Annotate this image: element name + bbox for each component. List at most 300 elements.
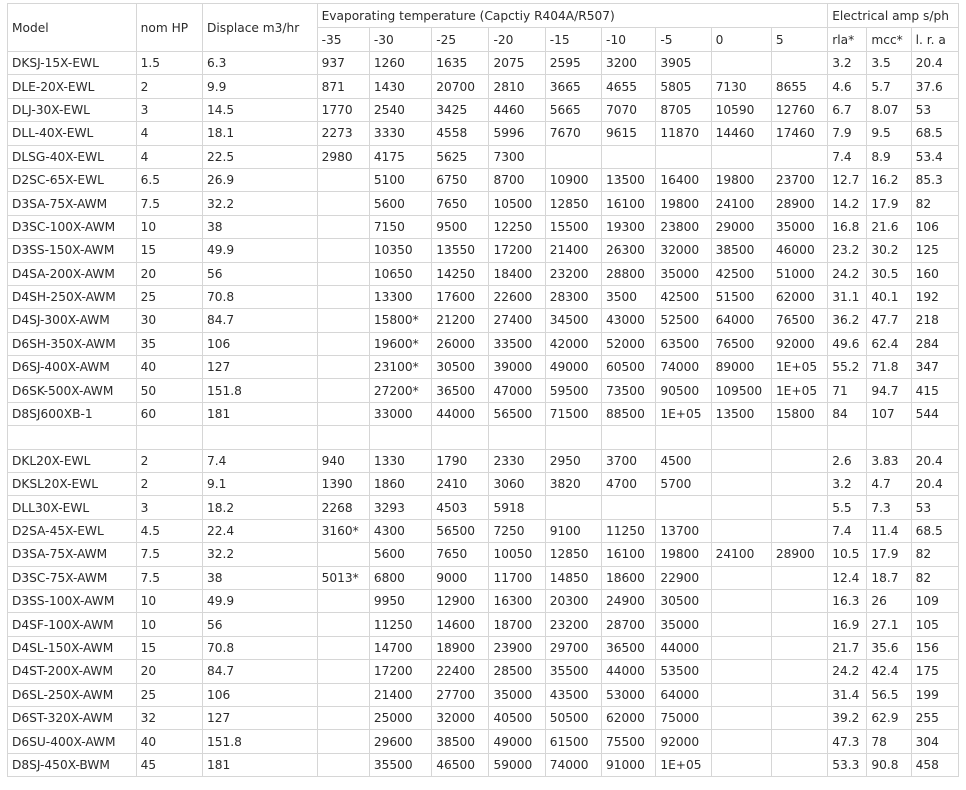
cell-temp-5 — [771, 449, 827, 472]
cell-nom-hp: 6.5 — [136, 168, 202, 191]
cell-nom-hp — [136, 426, 202, 449]
table-row — [8, 402, 959, 425]
cell-rla: 7.4 — [828, 519, 867, 542]
header-temp: 0 — [711, 28, 771, 52]
cell-temp-minus25: 3425 — [432, 98, 489, 121]
cell-nom-hp: 10 — [136, 589, 202, 612]
cell-mcc: 30.5 — [867, 262, 911, 285]
cell-model: DKL20X-EWL — [8, 449, 137, 472]
cell-temp-minus25: 9500 — [432, 215, 489, 238]
cell-temp-minus15: 5665 — [545, 98, 601, 121]
cell-mcc — [867, 426, 911, 449]
cell-rla: 16.3 — [828, 589, 867, 612]
cell-temp-0: 42500 — [711, 262, 771, 285]
cell-temp-minus10: 3700 — [602, 449, 656, 472]
cell-temp-minus35: 2273 — [317, 122, 369, 145]
cell-temp-0: 64000 — [711, 309, 771, 332]
cell-lra: 82 — [911, 566, 958, 589]
header-evaporating-temperature: Evaporating temperature (Capctiy R404A/R507) — [317, 4, 828, 28]
cell-temp-minus10: 91000 — [602, 753, 656, 776]
cell-temp-minus20: 49000 — [489, 730, 545, 753]
cell-temp-minus15: 12850 — [545, 192, 601, 215]
cell-lra — [911, 426, 958, 449]
cell-nom-hp: 2 — [136, 473, 202, 496]
header-row-1 — [8, 4, 959, 28]
cell-nom-hp: 20 — [136, 262, 202, 285]
cell-temp-minus35: 2980 — [317, 145, 369, 168]
cell-temp-minus20: 4460 — [489, 98, 545, 121]
cell-temp-minus35 — [317, 730, 369, 753]
cell-temp-minus35 — [317, 402, 369, 425]
cell-temp-minus20: 3060 — [489, 473, 545, 496]
cell-temp-minus35: 5013* — [317, 566, 369, 589]
cell-rla: 47.3 — [828, 730, 867, 753]
header-temp: -10 — [602, 28, 656, 52]
cell-temp-minus5: 90500 — [656, 379, 711, 402]
cell-displace: 9.1 — [203, 473, 318, 496]
cell-temp-minus20: 28500 — [489, 660, 545, 683]
cell-temp-minus10: 7070 — [602, 98, 656, 121]
cell-temp-minus35 — [317, 332, 369, 355]
cell-temp-minus10: 16100 — [602, 192, 656, 215]
cell-temp-0 — [711, 660, 771, 683]
cell-nom-hp: 50 — [136, 379, 202, 402]
cell-temp-0 — [711, 566, 771, 589]
cell-temp-5 — [771, 589, 827, 612]
cell-mcc: 8.07 — [867, 98, 911, 121]
cell-lra: 125 — [911, 239, 958, 262]
cell-temp-minus35 — [317, 356, 369, 379]
cell-lra: 284 — [911, 332, 958, 355]
cell-temp-minus5: 23800 — [656, 215, 711, 238]
cell-temp-minus30: 21400 — [369, 683, 431, 706]
cell-temp-minus30: 35500 — [369, 753, 431, 776]
cell-lra: 192 — [911, 285, 958, 308]
cell-mcc: 71.8 — [867, 356, 911, 379]
table-row — [8, 636, 959, 659]
cell-temp-0 — [711, 449, 771, 472]
cell-temp-minus10: 13500 — [602, 168, 656, 191]
cell-temp-minus20: 18700 — [489, 613, 545, 636]
header-temp: -20 — [489, 28, 545, 52]
cell-temp-minus5: 32000 — [656, 239, 711, 262]
cell-temp-minus30: 23100* — [369, 356, 431, 379]
cell-model: D4SA-200X-AWM — [8, 262, 137, 285]
cell-temp-minus30: 3293 — [369, 496, 431, 519]
cell-nom-hp: 4 — [136, 122, 202, 145]
cell-temp-minus15: 23200 — [545, 262, 601, 285]
cell-temp-minus10: 19300 — [602, 215, 656, 238]
cell-mcc: 8.9 — [867, 145, 911, 168]
cell-lra: 458 — [911, 753, 958, 776]
cell-mcc: 90.8 — [867, 753, 911, 776]
table-row — [8, 356, 959, 379]
cell-temp-minus5: 75000 — [656, 706, 711, 729]
cell-temp-0: 89000 — [711, 356, 771, 379]
cell-model: D3SC-75X-AWM — [8, 566, 137, 589]
cell-nom-hp: 1.5 — [136, 52, 202, 75]
table-row — [8, 449, 959, 472]
cell-mcc: 3.83 — [867, 449, 911, 472]
cell-model: D6SJ-400X-AWM — [8, 356, 137, 379]
cell-temp-5 — [771, 730, 827, 753]
cell-temp-minus30: 5600 — [369, 543, 431, 566]
cell-temp-minus15: 14850 — [545, 566, 601, 589]
cell-temp-minus15: 2950 — [545, 449, 601, 472]
cell-temp-5: 62000 — [771, 285, 827, 308]
cell-model: DLL30X-EWL — [8, 496, 137, 519]
cell-rla: 2.6 — [828, 449, 867, 472]
cell-temp-minus5: 44000 — [656, 636, 711, 659]
table-row — [8, 496, 959, 519]
cell-temp-minus5: 63500 — [656, 332, 711, 355]
cell-temp-minus20: 11700 — [489, 566, 545, 589]
cell-rla: 16.8 — [828, 215, 867, 238]
cell-temp-5: 28900 — [771, 192, 827, 215]
cell-temp-minus30 — [369, 426, 431, 449]
cell-model: D4SL-150X-AWM — [8, 636, 137, 659]
cell-temp-minus30: 3330 — [369, 122, 431, 145]
cell-temp-0: 51500 — [711, 285, 771, 308]
cell-temp-minus35: 1770 — [317, 98, 369, 121]
cell-nom-hp: 25 — [136, 683, 202, 706]
cell-displace: 18.2 — [203, 496, 318, 519]
cell-temp-minus15: 43500 — [545, 683, 601, 706]
cell-displace: 106 — [203, 683, 318, 706]
cell-temp-minus5: 42500 — [656, 285, 711, 308]
cell-mcc: 5.7 — [867, 75, 911, 98]
cell-displace: 56 — [203, 262, 318, 285]
cell-temp-5 — [771, 519, 827, 542]
cell-temp-minus35 — [317, 192, 369, 215]
cell-model: DLL-40X-EWL — [8, 122, 137, 145]
cell-temp-minus20: 16300 — [489, 589, 545, 612]
spec-table-container — [7, 3, 959, 777]
cell-model: DKSJ-15X-EWL — [8, 52, 137, 75]
cell-temp-5: 1E+05 — [771, 379, 827, 402]
cell-model: DLE-20X-EWL — [8, 75, 137, 98]
cell-temp-minus10: 75500 — [602, 730, 656, 753]
cell-mcc: 21.6 — [867, 215, 911, 238]
cell-rla: 53.3 — [828, 753, 867, 776]
cell-rla: 55.2 — [828, 356, 867, 379]
table-row — [8, 239, 959, 262]
cell-rla: 49.6 — [828, 332, 867, 355]
cell-model: DKSL20X-EWL — [8, 473, 137, 496]
cell-rla: 16.9 — [828, 613, 867, 636]
table-row — [8, 706, 959, 729]
cell-temp-minus30: 14700 — [369, 636, 431, 659]
cell-model: D4ST-200X-AWM — [8, 660, 137, 683]
cell-temp-minus15: 49000 — [545, 356, 601, 379]
cell-temp-minus35 — [317, 285, 369, 308]
cell-temp-minus15: 7670 — [545, 122, 601, 145]
cell-nom-hp: 3 — [136, 496, 202, 519]
cell-temp-minus5: 16400 — [656, 168, 711, 191]
header-temp: -5 — [656, 28, 711, 52]
cell-lra: 347 — [911, 356, 958, 379]
cell-temp-minus5: 19800 — [656, 192, 711, 215]
cell-temp-minus20: 5996 — [489, 122, 545, 145]
cell-temp-5: 15800 — [771, 402, 827, 425]
cell-temp-minus25: 14600 — [432, 613, 489, 636]
table-row — [8, 75, 959, 98]
cell-temp-0: 7130 — [711, 75, 771, 98]
cell-temp-minus10: 36500 — [602, 636, 656, 659]
cell-rla: 5.5 — [828, 496, 867, 519]
cell-nom-hp: 7.5 — [136, 566, 202, 589]
cell-rla: 6.7 — [828, 98, 867, 121]
header-temp: -15 — [545, 28, 601, 52]
cell-temp-minus30: 33000 — [369, 402, 431, 425]
cell-lra: 20.4 — [911, 52, 958, 75]
cell-displace: 6.3 — [203, 52, 318, 75]
cell-temp-5 — [771, 683, 827, 706]
header-nom-hp: nom HP — [136, 4, 202, 52]
cell-temp-minus5: 11870 — [656, 122, 711, 145]
cell-model: DLSG-40X-EWL — [8, 145, 137, 168]
cell-temp-0 — [711, 683, 771, 706]
cell-temp-minus30: 4175 — [369, 145, 431, 168]
cell-rla: 31.1 — [828, 285, 867, 308]
cell-temp-minus20: 7300 — [489, 145, 545, 168]
cell-temp-minus15: 42000 — [545, 332, 601, 355]
cell-temp-minus15: 20300 — [545, 589, 601, 612]
cell-model: D3SA-75X-AWM — [8, 543, 137, 566]
header-mcc: mcc* — [867, 28, 911, 52]
cell-displace: 38 — [203, 566, 318, 589]
cell-model: D3SC-100X-AWM — [8, 215, 137, 238]
cell-model: D6ST-320X-AWM — [8, 706, 137, 729]
cell-displace — [203, 426, 318, 449]
cell-temp-0: 38500 — [711, 239, 771, 262]
cell-lra: 175 — [911, 660, 958, 683]
table-row — [8, 285, 959, 308]
cell-lra: 20.4 — [911, 449, 958, 472]
cell-temp-minus30: 5100 — [369, 168, 431, 191]
cell-temp-5: 1E+05 — [771, 356, 827, 379]
cell-temp-minus5 — [656, 496, 711, 519]
cell-model: D6SH-350X-AWM — [8, 332, 137, 355]
cell-temp-minus15 — [545, 145, 601, 168]
cell-nom-hp: 40 — [136, 356, 202, 379]
cell-mcc: 30.2 — [867, 239, 911, 262]
cell-model: D3SA-75X-AWM — [8, 192, 137, 215]
cell-temp-minus20: 12250 — [489, 215, 545, 238]
cell-temp-minus25: 46500 — [432, 753, 489, 776]
table-row — [8, 122, 959, 145]
cell-temp-minus30: 1260 — [369, 52, 431, 75]
cell-nom-hp: 3 — [136, 98, 202, 121]
cell-temp-0 — [711, 730, 771, 753]
cell-temp-minus20: 10050 — [489, 543, 545, 566]
cell-displace: 49.9 — [203, 239, 318, 262]
cell-temp-minus35 — [317, 426, 369, 449]
cell-temp-minus20: 18400 — [489, 262, 545, 285]
cell-temp-minus20: 59000 — [489, 753, 545, 776]
cell-model: D4SH-250X-AWM — [8, 285, 137, 308]
cell-temp-minus10: 3500 — [602, 285, 656, 308]
compressor-spec-table — [7, 3, 959, 777]
cell-temp-minus20: 17200 — [489, 239, 545, 262]
cell-lra: 82 — [911, 192, 958, 215]
cell-temp-minus35: 3160* — [317, 519, 369, 542]
cell-temp-minus35: 940 — [317, 449, 369, 472]
cell-temp-5 — [771, 473, 827, 496]
cell-temp-minus20: 8700 — [489, 168, 545, 191]
cell-displace: 22.4 — [203, 519, 318, 542]
cell-temp-minus35 — [317, 753, 369, 776]
cell-temp-minus35 — [317, 262, 369, 285]
cell-temp-5: 12760 — [771, 98, 827, 121]
header-rla: rla* — [828, 28, 867, 52]
cell-temp-minus15: 50500 — [545, 706, 601, 729]
cell-temp-minus10: 4655 — [602, 75, 656, 98]
cell-lra: 85.3 — [911, 168, 958, 191]
cell-rla — [828, 426, 867, 449]
cell-temp-minus25: 1635 — [432, 52, 489, 75]
cell-temp-minus10: 24900 — [602, 589, 656, 612]
cell-temp-minus10: 9615 — [602, 122, 656, 145]
cell-temp-5 — [771, 496, 827, 519]
cell-lra: 82 — [911, 543, 958, 566]
cell-mcc: 4.7 — [867, 473, 911, 496]
cell-temp-minus30: 4300 — [369, 519, 431, 542]
cell-temp-minus5: 8705 — [656, 98, 711, 121]
cell-displace: 84.7 — [203, 660, 318, 683]
cell-temp-5: 17460 — [771, 122, 827, 145]
header-temp: -30 — [369, 28, 431, 52]
cell-temp-5 — [771, 613, 827, 636]
cell-lra: 156 — [911, 636, 958, 659]
cell-temp-minus20: 39000 — [489, 356, 545, 379]
cell-temp-minus15: 9100 — [545, 519, 601, 542]
cell-temp-minus10: 52000 — [602, 332, 656, 355]
cell-temp-minus20: 23900 — [489, 636, 545, 659]
table-row — [8, 52, 959, 75]
cell-temp-0 — [711, 636, 771, 659]
cell-temp-minus20: 7250 — [489, 519, 545, 542]
cell-temp-minus15: 59500 — [545, 379, 601, 402]
cell-temp-minus35 — [317, 706, 369, 729]
header-lra: l. r. a — [911, 28, 958, 52]
cell-lra: 255 — [911, 706, 958, 729]
cell-temp-5: 46000 — [771, 239, 827, 262]
table-row — [8, 473, 959, 496]
table-row — [8, 660, 959, 683]
cell-temp-minus10: 53000 — [602, 683, 656, 706]
cell-temp-minus30: 6800 — [369, 566, 431, 589]
cell-rla: 4.6 — [828, 75, 867, 98]
cell-temp-minus10 — [602, 496, 656, 519]
spacer-row — [8, 426, 959, 449]
cell-rla: 12.4 — [828, 566, 867, 589]
cell-temp-minus15: 21400 — [545, 239, 601, 262]
cell-rla: 71 — [828, 379, 867, 402]
cell-rla: 7.9 — [828, 122, 867, 145]
cell-temp-minus35 — [317, 379, 369, 402]
cell-temp-minus5 — [656, 145, 711, 168]
cell-temp-minus10 — [602, 145, 656, 168]
cell-displace: 26.9 — [203, 168, 318, 191]
cell-temp-minus25: 27700 — [432, 683, 489, 706]
cell-model: D6SL-250X-AWM — [8, 683, 137, 706]
cell-temp-minus30: 2540 — [369, 98, 431, 121]
cell-model: DLJ-30X-EWL — [8, 98, 137, 121]
cell-temp-minus5: 30500 — [656, 589, 711, 612]
cell-nom-hp: 2 — [136, 449, 202, 472]
cell-nom-hp: 15 — [136, 636, 202, 659]
cell-mcc: 94.7 — [867, 379, 911, 402]
cell-temp-minus5: 5700 — [656, 473, 711, 496]
cell-displace: 22.5 — [203, 145, 318, 168]
cell-temp-minus15 — [545, 496, 601, 519]
cell-temp-minus30: 10650 — [369, 262, 431, 285]
cell-nom-hp: 4 — [136, 145, 202, 168]
cell-temp-minus25: 7650 — [432, 543, 489, 566]
cell-temp-minus25: 56500 — [432, 519, 489, 542]
cell-temp-minus15: 61500 — [545, 730, 601, 753]
cell-rla: 3.2 — [828, 473, 867, 496]
cell-mcc: 107 — [867, 402, 911, 425]
table-row — [8, 519, 959, 542]
cell-mcc: 62.9 — [867, 706, 911, 729]
cell-temp-minus15: 3820 — [545, 473, 601, 496]
cell-temp-5 — [771, 660, 827, 683]
cell-rla: 23.2 — [828, 239, 867, 262]
table-row — [8, 543, 959, 566]
cell-temp-minus25: 13550 — [432, 239, 489, 262]
cell-mcc: 62.4 — [867, 332, 911, 355]
cell-temp-0: 24100 — [711, 192, 771, 215]
cell-temp-minus10: 4700 — [602, 473, 656, 496]
cell-lra: 105 — [911, 613, 958, 636]
cell-temp-minus30: 9950 — [369, 589, 431, 612]
cell-displace: 38 — [203, 215, 318, 238]
cell-temp-5: 8655 — [771, 75, 827, 98]
cell-rla: 24.2 — [828, 262, 867, 285]
cell-temp-minus20: 40500 — [489, 706, 545, 729]
cell-temp-5: 35000 — [771, 215, 827, 238]
cell-temp-0 — [711, 519, 771, 542]
cell-nom-hp: 10 — [136, 215, 202, 238]
cell-temp-0 — [711, 145, 771, 168]
cell-mcc: 18.7 — [867, 566, 911, 589]
cell-temp-minus5: 13700 — [656, 519, 711, 542]
header-temp: 5 — [771, 28, 827, 52]
cell-temp-minus10: 60500 — [602, 356, 656, 379]
table-row — [8, 379, 959, 402]
cell-temp-minus30: 1430 — [369, 75, 431, 98]
cell-temp-minus30: 1860 — [369, 473, 431, 496]
cell-temp-minus10: 3200 — [602, 52, 656, 75]
cell-rla: 39.2 — [828, 706, 867, 729]
cell-temp-0: 10590 — [711, 98, 771, 121]
cell-temp-minus5: 1E+05 — [656, 402, 711, 425]
cell-model: D8SJ600XB-1 — [8, 402, 137, 425]
cell-temp-minus25: 12900 — [432, 589, 489, 612]
cell-lra: 544 — [911, 402, 958, 425]
cell-temp-5: 28900 — [771, 543, 827, 566]
cell-nom-hp: 15 — [136, 239, 202, 262]
cell-temp-minus20: 2330 — [489, 449, 545, 472]
cell-temp-0 — [711, 589, 771, 612]
cell-temp-0: 14460 — [711, 122, 771, 145]
cell-lra: 109 — [911, 589, 958, 612]
cell-temp-minus15: 3665 — [545, 75, 601, 98]
cell-model: D3SS-150X-AWM — [8, 239, 137, 262]
cell-displace: 70.8 — [203, 636, 318, 659]
